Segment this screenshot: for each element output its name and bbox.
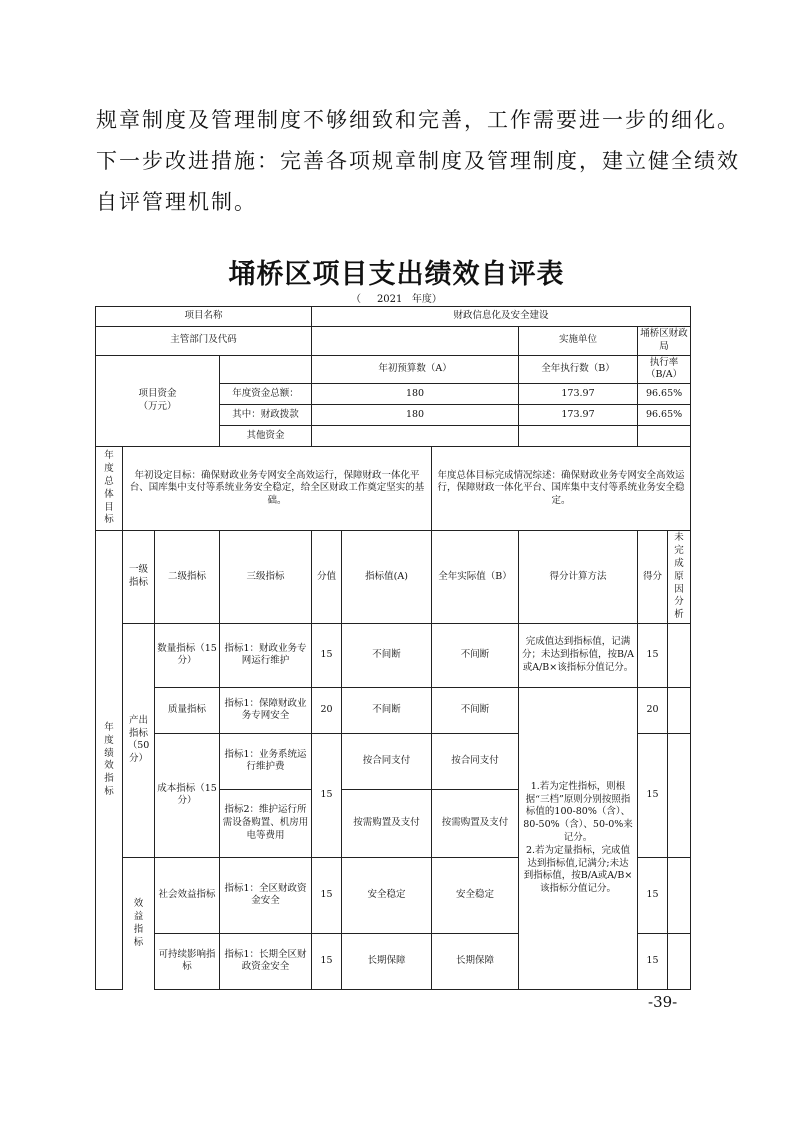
funds-fiscal-rate: 96.65% xyxy=(638,405,691,426)
performance-evaluation-table xyxy=(95,306,691,990)
quality-l3: 指标1：保障财政业务专网安全 xyxy=(220,687,312,733)
row-project-name xyxy=(96,307,691,327)
quality-reason xyxy=(668,687,691,733)
quality-actual: 不间断 xyxy=(432,687,519,733)
row-spacer xyxy=(96,989,691,990)
impl-unit-label: 实施单位 xyxy=(519,327,638,356)
row-funds-header xyxy=(96,355,691,384)
funds-col-b: 全年执行数（B） xyxy=(519,355,638,384)
quantity-got: 15 xyxy=(638,623,668,687)
social-actual: 安全稳定 xyxy=(432,857,519,933)
header-level2: 二级指标 xyxy=(155,531,220,624)
goal-summary: 年度总体目标完成情况综述：确保财政业务专网安全高效运行，保障财政一体化平台、国库集中支付等系统业务安全稳定。 xyxy=(432,447,691,531)
cost-item2-target: 按需购置及支付 xyxy=(342,789,432,857)
quantity-l2: 数量指标（15分） xyxy=(155,623,220,687)
sustain-score: 15 xyxy=(312,933,342,989)
project-name-label: 项目名称 xyxy=(96,307,312,327)
funds-label xyxy=(96,355,220,447)
funds-label-line2: （万元） xyxy=(138,400,177,412)
social-l3: 指标1：全区财政资金安全 xyxy=(220,857,312,933)
funds-fiscal-label: 其中：财政拨款 xyxy=(220,405,312,426)
benefit-indicators-label: 效益指标 xyxy=(123,857,155,990)
funds-fiscal-b: 173.97 xyxy=(519,405,638,426)
header-level3: 三级指标 xyxy=(220,531,312,624)
header-level1: 一级指标 xyxy=(123,531,155,624)
page-number: -39- xyxy=(648,993,678,1011)
quantity-target: 不间断 xyxy=(342,623,432,687)
social-target: 安全稳定 xyxy=(342,857,432,933)
row-quality xyxy=(96,687,691,733)
table-subtitle-year: （ 2021 年度） xyxy=(351,294,442,305)
funds-total-b: 173.97 xyxy=(519,384,638,405)
row-annual-goals xyxy=(96,447,691,531)
social-reason xyxy=(668,857,691,933)
funds-other-label: 其他资金 xyxy=(220,426,312,447)
cost-item1-l3: 指标1：业务系统运行维护费 xyxy=(220,733,312,789)
paragraph-line-2: 下一步改进措施：完善各项规章制度及管理制度，建立健全绩效 xyxy=(96,149,740,173)
spacer-cell xyxy=(155,989,691,990)
header-got: 得分 xyxy=(638,531,668,624)
cost-l2: 成本指标（15分） xyxy=(155,733,220,857)
cost-got: 15 xyxy=(638,733,668,857)
header-method: 得分计算方法 xyxy=(519,531,638,624)
dept-label: 主管部门及代码 xyxy=(96,327,312,356)
quality-l2: 质量指标 xyxy=(155,687,220,733)
social-got: 15 xyxy=(638,857,668,933)
table-title: 埇桥区项目支出绩效自评表 xyxy=(228,259,565,290)
quality-got: 20 xyxy=(638,687,668,733)
sustain-actual: 长期保障 xyxy=(432,933,519,989)
project-name-value: 财政信息化及安全建设 xyxy=(312,307,691,327)
header-score: 分值 xyxy=(312,531,342,624)
quantity-actual: 不间断 xyxy=(432,623,519,687)
quantity-reason xyxy=(668,623,691,687)
social-score: 15 xyxy=(312,857,342,933)
quality-score: 20 xyxy=(312,687,342,733)
quantity-l3: 指标1：财政业务专网运行维护 xyxy=(220,623,312,687)
quantity-score: 15 xyxy=(312,623,342,687)
header-actual: 全年实际值（B） xyxy=(432,531,519,624)
row-quantity xyxy=(96,623,691,687)
cost-item2-l3: 指标2：维护运行所需设备购置、机房用电等费用 xyxy=(220,789,312,857)
funds-other-b xyxy=(519,426,638,447)
cost-item1-target: 按合同支付 xyxy=(342,733,432,789)
header-reason: 未完成原因分析 xyxy=(668,531,691,624)
sustain-l3: 指标1：长期全区财政资金安全 xyxy=(220,933,312,989)
cost-reason xyxy=(668,733,691,857)
quality-target: 不间断 xyxy=(342,687,432,733)
sustain-got: 15 xyxy=(638,933,668,989)
cost-score: 15 xyxy=(312,733,342,857)
annual-goals-label: 年度总体目标 xyxy=(96,447,123,531)
goal-set-target: 年初设定目标：确保财政业务专网安全高效运行，保障财政一体化平台、国库集中支付等系统业务安全稳定，给全区财政工作奠定坚实的基础。 xyxy=(123,447,432,531)
social-l2: 社会效益指标 xyxy=(155,857,220,933)
funds-fiscal-a: 180 xyxy=(312,405,519,426)
funds-col-rate: 执行率（B/A） xyxy=(638,355,691,384)
funds-col-a: 年初预算数（A） xyxy=(312,355,519,384)
funds-other-a xyxy=(312,426,519,447)
paragraph-line-1: 规章制度及管理制度不够细致和完善，工作需要进一步的细化。 xyxy=(96,108,740,132)
indicators-section-label: 年度绩效指标 xyxy=(96,531,123,990)
impl-unit-value: 埇桥区财政局 xyxy=(638,327,691,356)
funds-header-empty xyxy=(220,355,312,384)
sustain-reason xyxy=(668,933,691,989)
row-indicator-headers xyxy=(96,531,691,624)
funds-total-label: 年度资金总额： xyxy=(220,384,312,405)
funds-total-a: 180 xyxy=(312,384,519,405)
paragraph-line-3: 自评管理机制。 xyxy=(96,190,257,214)
cost-item1-actual: 按合同支付 xyxy=(432,733,519,789)
funds-total-rate: 96.65% xyxy=(638,384,691,405)
cost-item2-actual: 按需购置及支付 xyxy=(432,789,519,857)
quantity-method: 完成值达到指标值，记满分；未达到指标值，按B/A或A/B×该指标分值记分。 xyxy=(519,623,638,687)
sustain-l2: 可持续影响指标 xyxy=(155,933,220,989)
row-department xyxy=(96,327,691,356)
output-indicators-label: 产出指标（50分） xyxy=(123,623,155,857)
dept-value xyxy=(312,327,519,356)
funds-label-line1: 项目资金 xyxy=(138,388,177,400)
funds-other-rate xyxy=(638,426,691,447)
sustain-target: 长期保障 xyxy=(342,933,432,989)
shared-method: 1.若为定性指标，则根据“三档”原则分别按照指标值的100-80%（含）、80-50%（含）、50-0%来记分。 2.若为定量指标，完成值达到指标值,记满分;未达到指标值，按B/A或A/B×该指标分值记分。 xyxy=(519,687,638,989)
header-target: 指标值(A) xyxy=(342,531,432,624)
